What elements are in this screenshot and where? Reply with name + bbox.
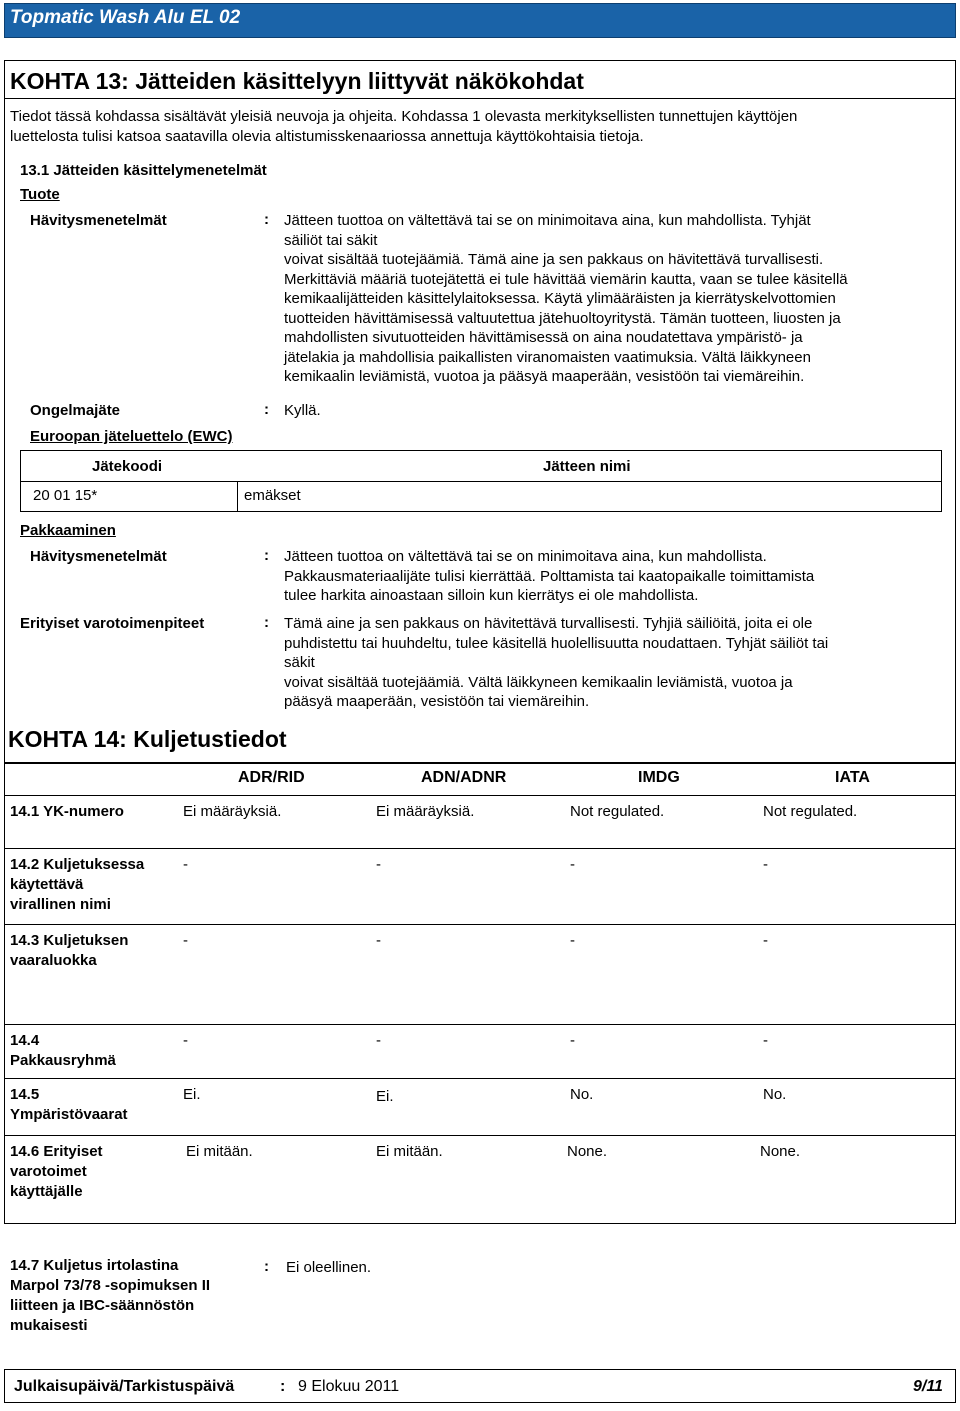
row-label-line: 14.6 Erityiset [10,1143,103,1160]
row-label-line: Ympäristövaarat [10,1106,128,1123]
product-title: Topmatic Wash Alu EL 02 [10,7,241,28]
table-row-divider [4,1024,956,1025]
packaging-disposal-label: Hävitysmenetelmät [30,548,167,565]
bulk-label-line: liitteen ja IBC-säännöstön [10,1297,195,1314]
row-label-line: 14.3 Kuljetuksen [10,932,129,949]
special-line: voivat sisältää tuotejäämiä. Vältä läikkyneen kemikaalin leviämistä, vuotoa ja [284,673,793,691]
section-13-title: KOHTA 13: Jätteiden käsittelyyn liittyvät näkökohdat [10,68,584,94]
table-cell: Ei. [376,1088,394,1105]
ewc-table-column-divider [237,481,238,512]
ewc-column-code: Jätekoodi [92,458,163,475]
special-precautions-text [284,614,954,712]
disposal-line: mahdollisten sivutuotteiden hävittämisessä on aina noudatettava ympäristö- ja [284,329,803,346]
row-label [10,1031,116,1071]
bulk-label-line: Marpol 73/78 -sopimuksen II [10,1277,211,1294]
section-13-intro-line-1: Tiedot tässä kohdassa sisältävät yleisiä neuvoja ja ohjeita. Kohdassa 1 olevasta merkityksellisten tunnettujen käyttöjen [10,108,798,125]
table-cell: Not regulated. [763,803,858,820]
table-row-divider [4,795,956,796]
subsection-13-1-title: 13.1 Jätteiden käsittelymenetelmät [20,162,267,179]
hazardous-waste-label: Ongelmajäte [30,402,121,419]
table-row-divider [4,848,956,849]
colon: : [264,547,269,564]
bulk-label-line: mukaisesti [10,1317,88,1334]
colon: : [264,614,269,631]
table-cell: - [376,932,381,949]
disposal-line: tuotteiden hävittämisessä valtuutettua jätehuoltoyritystä. Tämän tuotteen, liuosten ja [284,309,841,327]
table-cell: - [376,856,381,873]
row-label-line: 14.5 [10,1086,40,1103]
table-cell: Not regulated. [570,803,665,820]
row-label-line: 14.4 [10,1032,40,1049]
disposal-line: voivat sisältää tuotejäämiä. Tämä aine ja sen pakkaus on hävitettävä turvallisesti. [284,251,824,268]
column-imdg: IMDG [638,769,680,786]
column-adn-adnr: ADN/ADNR [421,769,507,786]
table-cell: Ei mitään. [186,1143,253,1160]
footer-date-value: 9 Elokuu 2011 [298,1378,400,1395]
table-cell: - [183,1032,188,1049]
ewc-heading: Euroopan jäteluettelo (EWC) [30,428,233,445]
table-cell: Ei mitään. [376,1143,443,1160]
row-label-line: käyttäjälle [10,1183,83,1200]
table-cell: No. [763,1086,787,1103]
special-line: pääsyä maaperään, vesistöön tai viemäreihin. [284,693,590,710]
row-label-line: virallinen nimi [10,896,111,913]
disposal-line: kemikaalijätteiden käsittelylaitoksessa. Käytä ylimääräisten ja kierrätyskelvottomien [284,290,836,307]
table-cell: - [763,1032,768,1049]
table-cell: - [763,856,768,873]
table-row-divider [4,1078,956,1079]
row-label-line: Pakkausryhmä [10,1052,116,1069]
row-label [10,855,144,915]
table-cell: - [183,856,188,873]
colon: : [264,211,269,228]
packaging-line: tulee harkita ainoastaan silloin kun kierrätys ei ole mahdollista. [284,587,699,604]
hazardous-waste-value: Kyllä. [284,402,321,419]
table-cell: - [763,932,768,949]
disposal-methods-text [284,211,954,387]
table-cell: No. [570,1086,594,1103]
ewc-table-divider [20,481,942,482]
table-row-divider [4,1135,956,1136]
special-line: Tämä aine ja sen pakkaus on hävitettävä turvallisesti. Tyhjiä säiliöitä, joita ei ole [284,615,813,632]
table-cell: None. [567,1143,608,1160]
bulk-label-line: 14.7 Kuljetus irtolastina [10,1257,179,1274]
row-label-line: 14.2 Kuljetuksessa [10,856,145,873]
bulk-transport-value: Ei oleellinen. [286,1259,372,1276]
packaging-line: Jätteen tuottoa on vältettävä tai se on minimoitava aina, kun mahdollista. [284,548,767,565]
row-label [10,802,124,822]
section-13-divider [4,98,956,99]
column-adr-rid: ADR/RID [238,769,305,786]
special-line: puhdistettu tai huuhdeltu, tulee käsitellä huolellisuutta noudattaen. Tyhjät säiliöt tai [284,634,829,652]
disposal-methods-label: Hävitysmenetelmät [30,212,167,229]
row-label [10,1085,128,1125]
ewc-column-name: Jätteen nimi [543,458,631,475]
table-cell: - [183,932,188,949]
section-14-title: KOHTA 14: Kuljetustiedot [8,726,287,752]
disposal-line: jätelakia ja mahdollisia paikallisten viranomaisten vaatimuksia. Vältä läikkyneen [284,348,811,366]
bulk-transport-label [10,1256,210,1336]
table-cell: Ei määräyksiä. [376,803,475,820]
section-13-intro-line-2: luettelosta tulisi katsoa saatavilla olevia altistumisskenaariossa annettuja käyttökohtaisia tietoja. [10,128,644,145]
table-cell: - [570,932,575,949]
colon: : [264,401,269,418]
footer-colon: : [280,1378,286,1395]
row-label [10,931,128,971]
table-cell: Ei. [183,1086,201,1103]
row-label-line: 14.1 YK-numero [10,803,124,820]
colon: : [264,1258,269,1275]
disposal-line: Merkittäviä määriä tuotejätettä ei tule hävittää viemärin kautta, vaan se tulee käsitellä [284,270,848,288]
table-cell: - [570,1032,575,1049]
ewc-name-cell: emäkset [244,487,301,504]
row-label-line: vaaraluokka [10,952,97,969]
table-cell: - [376,1032,381,1049]
table-row-divider [4,924,956,925]
packaging-line: Pakkausmateriaalijäte tulisi kierrättää. Polttamista tai kaatopaikalle toimittamista [284,567,815,585]
row-label [10,1142,103,1202]
column-iata: IATA [835,769,870,786]
transport-table [4,764,956,1224]
ewc-code-cell: 20 01 15* [33,487,98,504]
row-label-line: varotoimet [10,1163,87,1180]
table-cell: None. [760,1143,801,1160]
table-cell: Ei määräyksiä. [183,803,282,820]
disposal-line: säiliöt tai säkit [284,231,378,249]
special-precautions-label: Erityiset varotoimenpiteet [20,615,205,632]
page-number: 9/11 [913,1378,943,1395]
row-label-line: käytettävä [10,876,84,893]
footer-date-label: Julkaisupäivä/Tarkistuspäivä [14,1378,235,1395]
disposal-line: Jätteen tuottoa on vältettävä tai se on minimoitava aina, kun mahdollista. Tyhjät [284,212,811,229]
disposal-line: kemikaalin leviämistä, vuotoa ja pääsyä maaperään, vesistöön tai viemäreihin. [284,368,805,385]
packaging-disposal-text [284,547,954,606]
table-cell: - [570,856,575,873]
packaging-heading: Pakkaaminen [20,522,116,539]
special-line: säkit [284,654,315,671]
product-heading: Tuote [20,186,60,203]
